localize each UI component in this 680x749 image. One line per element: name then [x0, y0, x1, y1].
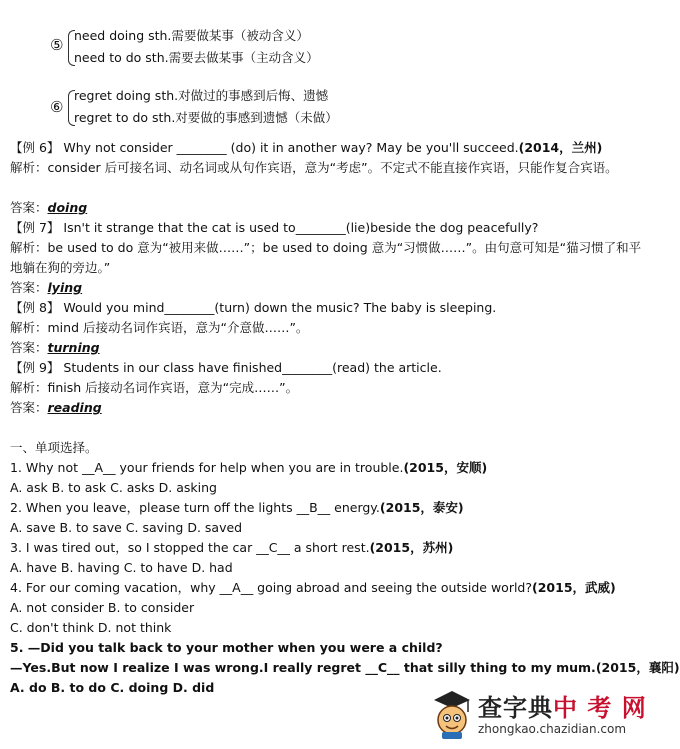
section-title: 一、单项选择。: [10, 440, 98, 455]
source-tag: (2015，安顺): [403, 460, 488, 475]
note-line: need to do sth.需要去做某事（主动含义）: [74, 50, 319, 65]
example-answer: 答案：doing: [10, 200, 88, 215]
answer-value: reading: [47, 400, 102, 415]
example-question: 【例 7】 Isn't it strange that the cat is used to________(lie)beside the dog peacefully?: [10, 220, 539, 235]
example-question: 【例 6】 Why not consider ________ (do) it in another way? May be you'll succeed.(2014，兰州): [10, 140, 603, 155]
question-options: A. do B. to do C. doing D. did: [10, 680, 215, 695]
question-options: A. ask B. to ask C. asks D. asking: [10, 480, 217, 495]
source-tag: (2015，泰安): [379, 500, 464, 515]
example-answer: 答案：lying: [10, 280, 83, 295]
logo-title: 查字典中 考 网: [478, 694, 647, 722]
question: 4. For our coming vacation，why __A__ going abroad and seeing the outside world?(2015，武威): [10, 580, 616, 595]
note-line: need doing sth.需要做某事（被动含义）: [74, 28, 309, 43]
note-line: regret to do sth.对要做的事感到遗憾（未做）: [74, 110, 338, 125]
answer-value: doing: [47, 200, 88, 215]
source-tag: (2015，苏州): [369, 540, 454, 555]
question-options: C. don't think D. not think: [10, 620, 172, 635]
example-explanation: 解析：finish 后接动名词作宾语，意为“完成……”。: [10, 380, 299, 395]
logo-url: zhongkao.chazidian.com: [478, 722, 627, 736]
source-tag: (2014，兰州): [518, 140, 603, 155]
question: 1. Why not __A__ your friends for help when you are in trouble.(2015，安顺): [10, 460, 488, 475]
example-explanation: 解析：consider 后可接名词、动名词或从句作宾语，意为“考虑”。不定式不能直接作宾语，只能作复合宾语。: [10, 160, 618, 175]
question: —Yes.But now I realize I was wrong.I really regret __C__ that silly thing to my mum.(2015，襄阳): [10, 660, 680, 675]
note-number: ⑥: [50, 98, 64, 116]
example-question: 【例 8】 Would you mind________(turn) down the music? The baby is sleeping.: [10, 300, 497, 315]
example-question: 【例 9】 Students in our class have finished________(read) the article.: [10, 360, 442, 375]
question-options: A. save B. to save C. saving D. saved: [10, 520, 243, 535]
answer-value: turning: [47, 340, 100, 355]
mascot-icon: [430, 688, 474, 740]
question: 3. I was tired out，so I stopped the car __C__ a short rest.(2015，苏州): [10, 540, 454, 555]
example-answer: 答案：turning: [10, 340, 100, 355]
question: 2. When you leave，please turn off the lights __B__ energy.(2015，泰安): [10, 500, 464, 515]
site-logo: [430, 684, 655, 744]
source-tag: (2015，武威): [532, 580, 616, 595]
note-number: ⑤: [50, 36, 64, 54]
question: 5. —Did you talk back to your mother when you were a child?: [10, 640, 443, 655]
question-options: A. have B. having C. to have D. had: [10, 560, 233, 575]
example-answer: 答案：reading: [10, 400, 102, 415]
answer-value: lying: [47, 280, 83, 295]
source-tag: (2015，襄阳): [595, 660, 680, 675]
question-options: A. not consider B. to consider: [10, 600, 195, 615]
example-explanation: 解析：be used to do 意为“被用来做……”；be used to doing 意为“习惯做……”。由句意可知是“猫习惯了和平地躺在狗的旁边。”: [10, 240, 642, 275]
note-line: regret doing sth.对做过的事感到后悔、遗憾: [74, 88, 329, 103]
example-explanation: 解析：mind 后接动名词作宾语，意为“介意做……”。: [10, 320, 309, 335]
